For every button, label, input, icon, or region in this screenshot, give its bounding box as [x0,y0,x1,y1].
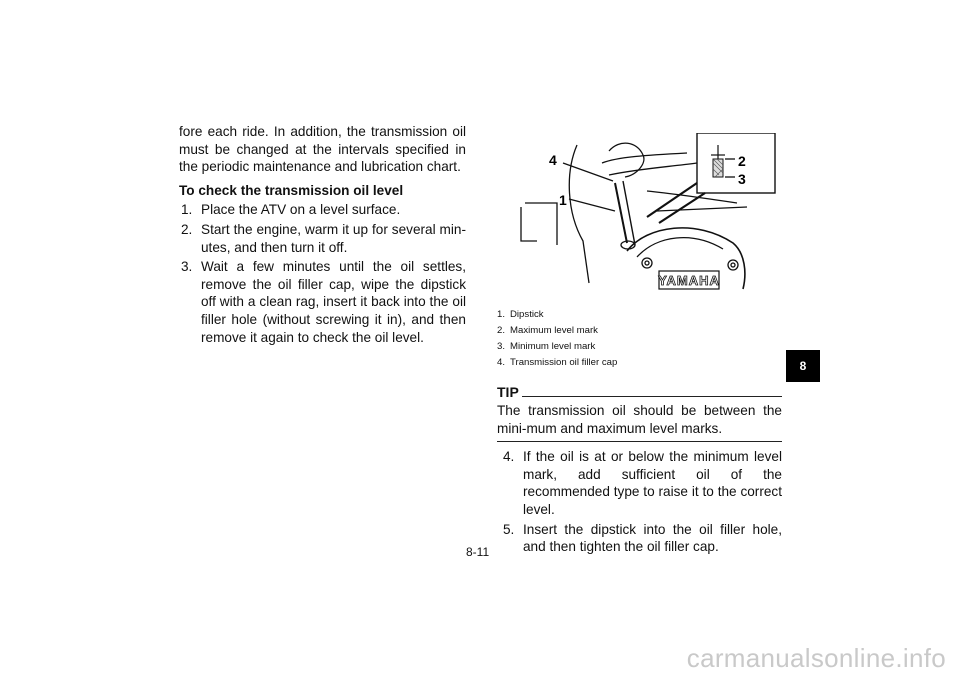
brand-plate-text: YAMAHA [658,273,720,288]
step-text: Start the engine, warm it up for several min-utes, and then turn it off. [201,221,466,255]
caption-text: Dipstick [510,309,544,320]
step-item [179,221,466,256]
dipstick-illustration [497,133,777,291]
tip-text: The transmission oil should be between the mini-mum and maximum level marks. [497,402,782,442]
right-column [497,133,782,558]
step-number: 4. [503,449,515,465]
caption-text: Maximum level mark [510,325,598,336]
caption-item [497,323,782,339]
caption-number: 4. [497,357,506,368]
page-number: 8-11 [466,545,490,559]
figure-captions [497,307,782,371]
tip-label: TIP [497,384,519,400]
callout-1: 1 [559,192,567,208]
step-item [179,201,466,219]
caption-number: 1. [497,309,506,320]
step-item [497,521,782,556]
engine-drawing [497,133,777,291]
step-item [179,258,466,346]
tip-box [497,385,782,442]
callout-2: 2 [738,153,746,169]
step-text: Wait a few minutes until the oil settles, remove the oil filler cap, wipe the dipstick off with a clean rag, insert it back into the oil filler hole (without screwing it in), and then remove it again to check the oil level. [201,259,466,345]
step-text: Insert the dipstick into the oil filler hole, and then tighten the oil filler cap. [523,521,782,555]
step-number: 5. [503,521,515,537]
step-number: 1. [181,202,193,218]
caption-item [497,355,782,371]
tip-rule [522,396,782,397]
callout-3: 3 [738,171,746,187]
step-text: Place the ATV on a level surface. [201,202,401,218]
caption-text: Minimum level mark [510,341,596,352]
step-item [497,448,782,518]
watermark-text: carmanualsonline.info [686,643,946,673]
section-tab: 8 [786,350,820,382]
intro-paragraph: fore each ride. In addition, the transmission oil must be changed at the intervals specified in the periodic maintenance and lubrication chart. [179,124,466,175]
left-column [179,123,466,348]
right-steps [497,448,782,556]
caption-number: 3. [497,341,506,352]
tip-header [497,385,782,399]
caption-item [497,339,782,355]
caption-text: Transmission oil filler cap [510,357,618,368]
caption-item [497,307,782,323]
section-heading: To check the transmission oil level [179,182,404,198]
step-number: 2. [181,221,193,237]
dipstick-tip-inset [711,145,725,177]
callout-4: 4 [549,152,557,168]
caption-number: 2. [497,325,506,336]
step-number: 3. [181,259,193,275]
step-text: If the oil is at or below the minimum level mark, add sufficient oil of the recommended type to raise it to the correct level. [523,449,782,517]
